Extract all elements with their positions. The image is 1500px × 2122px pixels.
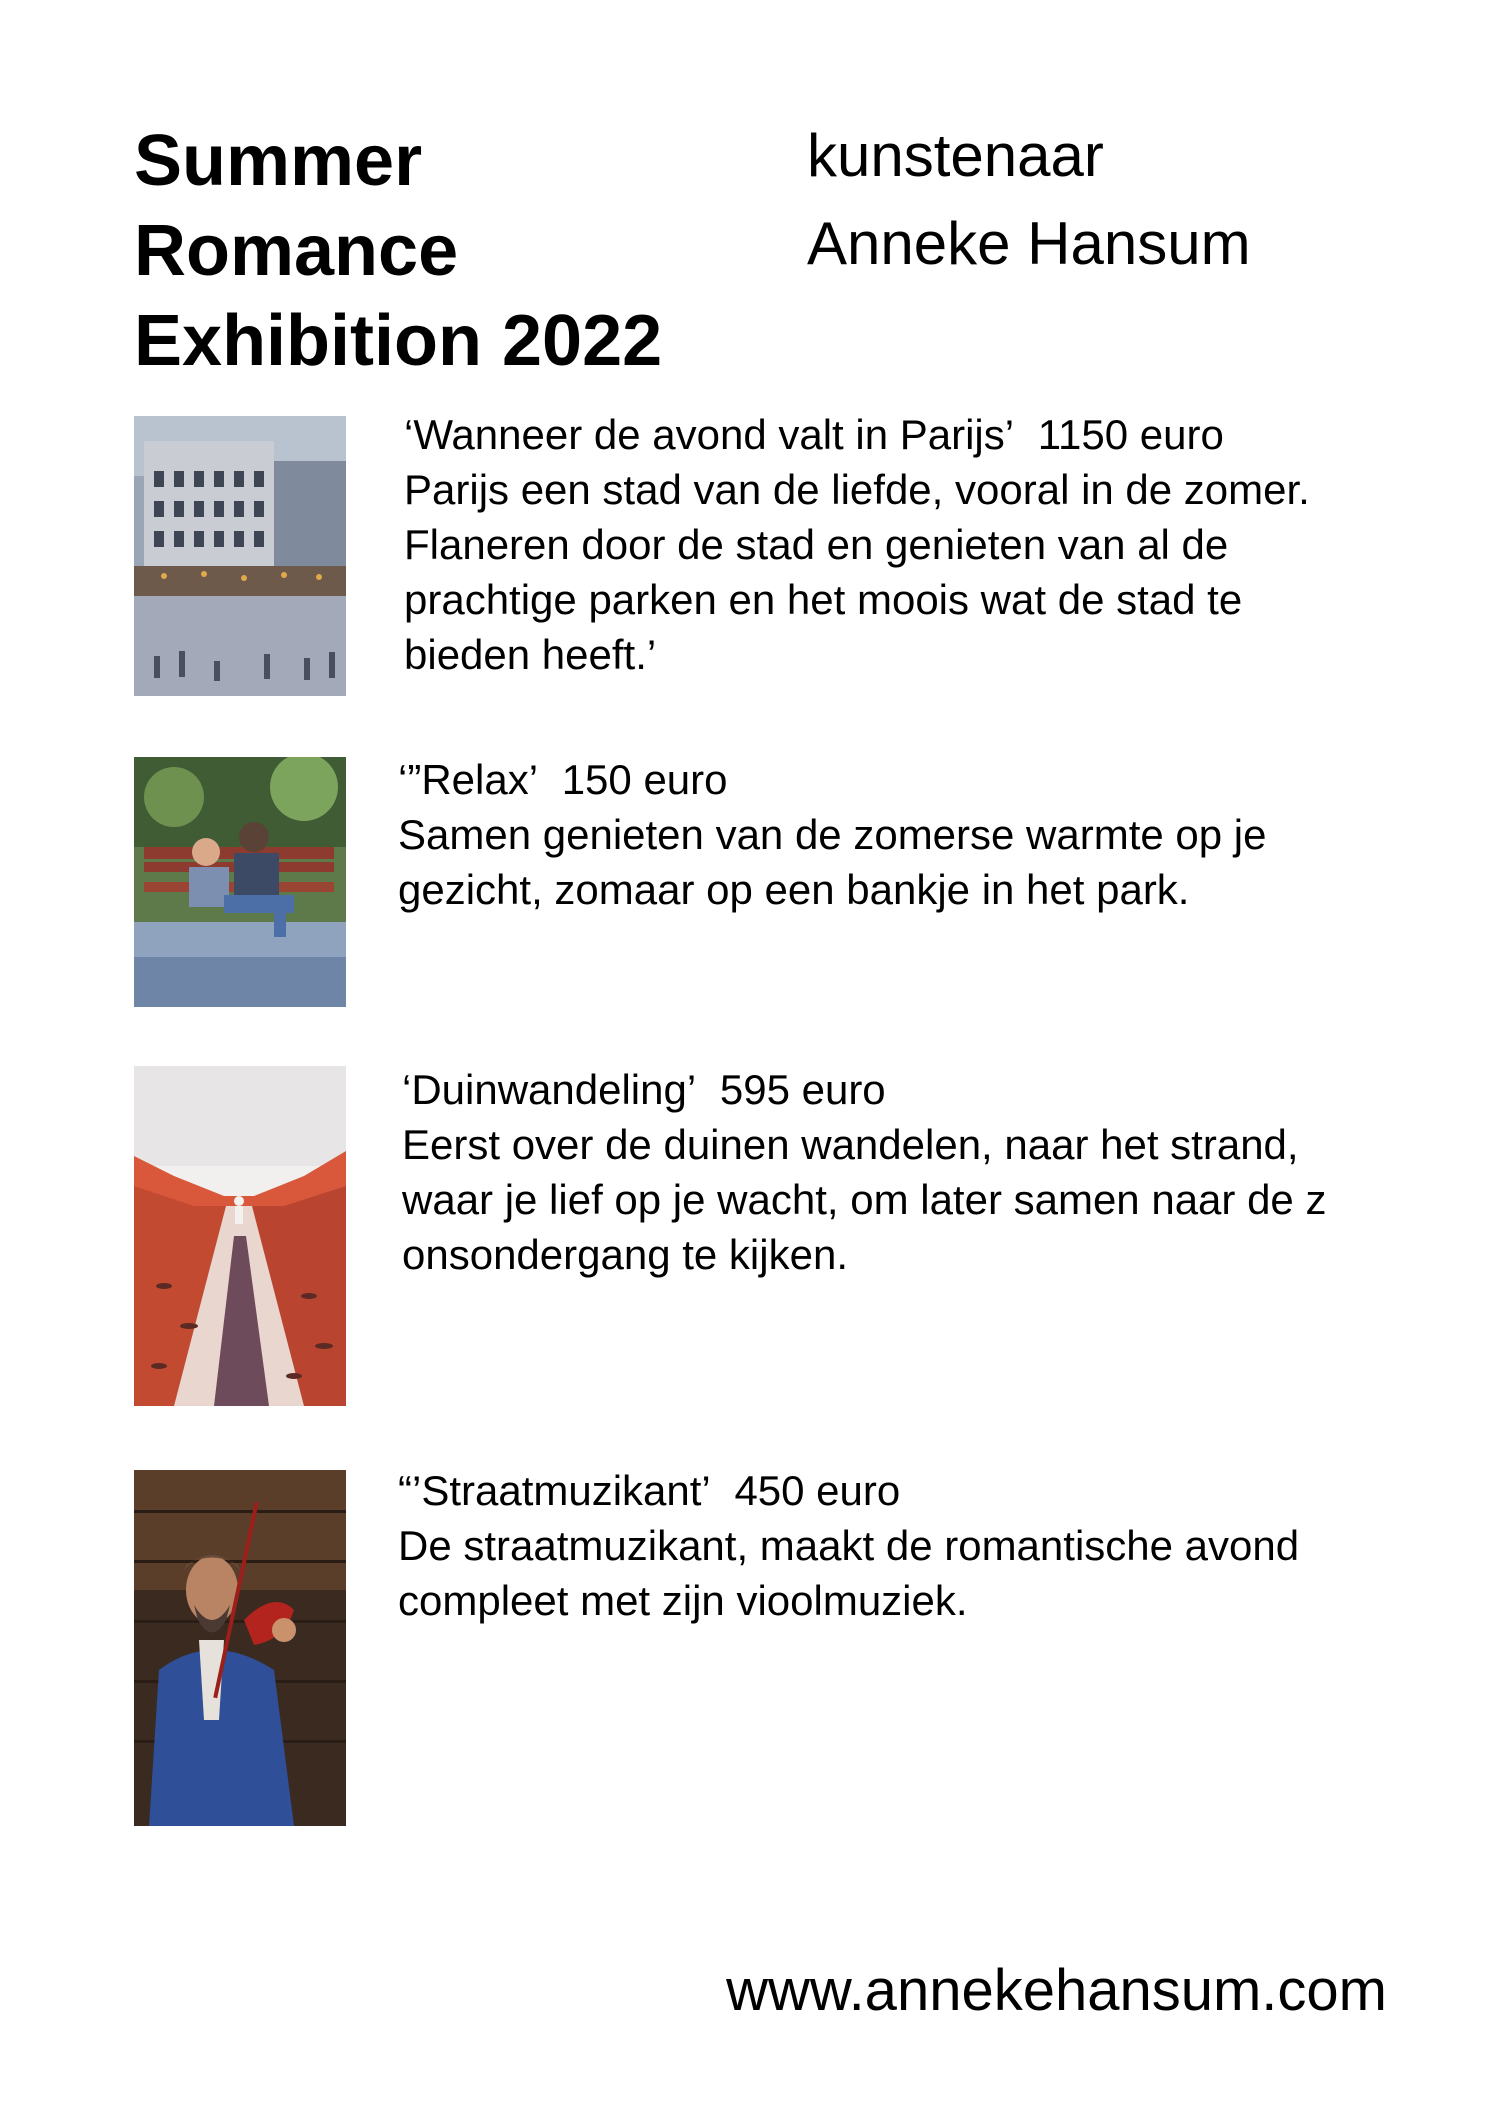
artwork-price: 595 euro [719,1066,886,1113]
artwork-entry-relax [398,752,1267,917]
title-line-2: Romance [134,211,459,291]
street-violinist-painting-icon [134,1470,346,1826]
artwork-description-line: onsondergang te kijken. [402,1231,848,1278]
title-line-1: Summer [134,121,423,201]
title-line-3: Exhibition 2022 [134,301,663,381]
artwork-heading [404,407,1310,462]
artwork-image-relax [134,757,346,1007]
artwork-title: “’Straatmuzikant’ [398,1467,711,1514]
artwork-description-line: gezicht, zomaar op een bankje in het park. [398,866,1190,913]
dune-walk-painting-icon [134,1066,346,1406]
artwork-heading [398,752,1267,807]
website-url: www.annekehansum.com [726,1958,1387,2023]
artwork-price: 1150 euro [1037,411,1224,458]
artwork-title: ‘Duinwandeling’ [402,1066,697,1113]
paris-painting-icon [134,416,346,696]
artwork-description-line: De straatmuzikant, maakt de romantische avond [398,1522,1300,1569]
artwork-image-paris [134,416,346,696]
artwork-title: ‘”Relax’ [398,756,539,803]
artwork-heading [398,1463,1299,1518]
artwork-price: 150 euro [561,756,728,803]
artwork-entry-dune [402,1062,1326,1282]
artwork-description-line: prachtige parken en het moois wat de stad te [404,576,1243,623]
artwork-title: ‘Wanneer de avond valt in Parijs’ [404,411,1015,458]
artwork-image-dune [134,1066,346,1406]
artwork-heading [402,1062,1326,1117]
artist-label: kunstenaar [807,122,1104,189]
couple-bench-painting-icon [134,757,346,1007]
artwork-description-line: compleet met zijn vioolmuziek. [398,1577,968,1624]
artwork-description-line: Samen genieten van de zomerse warmte op je [398,811,1267,858]
artwork-description-line: Parijs een stad van de liefde, vooral in de zomer. [404,466,1310,513]
artwork-entry-paris [404,407,1310,682]
artwork-image-violinist [134,1470,346,1826]
artwork-price: 450 euro [734,1467,901,1514]
artwork-description-line: bieden heeft.’ [404,631,657,678]
artwork-description-line: Flaneren door de stad en genieten van al de [404,521,1229,568]
exhibition-title [134,116,774,386]
artwork-entry-violinist [398,1463,1299,1628]
artist-name: Anneke Hansum [807,210,1251,277]
artwork-description-line: waar je lief op je wacht, om later samen naar de z [402,1176,1327,1223]
artwork-description-line: Eerst over de duinen wandelen, naar het strand, [402,1121,1299,1168]
artist-block [807,112,1327,288]
